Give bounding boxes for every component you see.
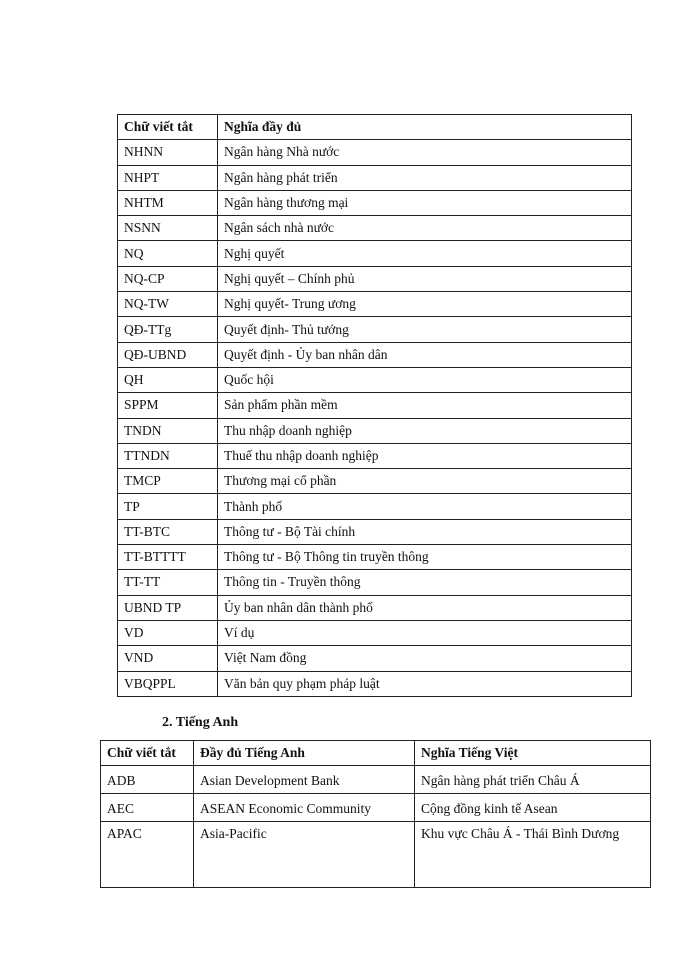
table-row (118, 418, 632, 443)
abbreviation-cell: NHPT (118, 165, 218, 190)
abbreviation-cell: ADB (101, 765, 194, 793)
meaning-cell: Sản phẩm phần mềm (218, 393, 632, 418)
abbreviation-cell: QH (118, 367, 218, 392)
table-row (101, 765, 651, 793)
table-row (118, 519, 632, 544)
table-row (118, 241, 632, 266)
table-row (118, 292, 632, 317)
section-heading-english: 2. Tiếng Anh (162, 715, 239, 730)
table-row (118, 671, 632, 696)
meaning-cell: Ngân hàng phát triển (218, 165, 632, 190)
english-full-cell: Asian Development Bank (194, 765, 415, 793)
abbreviation-cell: TT-BTC (118, 519, 218, 544)
table-header-row (101, 741, 651, 766)
table-row (101, 821, 651, 887)
abbreviation-cell: NQ-CP (118, 266, 218, 291)
table-row (118, 140, 632, 165)
header-vietnamese-meaning: Nghĩa Tiếng Việt (415, 741, 651, 766)
abbreviation-cell: UBND TP (118, 595, 218, 620)
meaning-cell: Thành phố (218, 494, 632, 519)
abbreviation-cell: TTNDN (118, 443, 218, 468)
table-row (118, 646, 632, 671)
table-row (118, 367, 632, 392)
table-row (118, 545, 632, 570)
meaning-cell: Nghị quyết – Chính phủ (218, 266, 632, 291)
header-english-full: Đầy đủ Tiếng Anh (194, 741, 415, 766)
meaning-cell: Nghị quyết- Trung ương (218, 292, 632, 317)
meaning-cell: Thuế thu nhập doanh nghiệp (218, 443, 632, 468)
abbreviation-cell: AEC (101, 793, 194, 821)
meaning-cell: Thu nhập doanh nghiệp (218, 418, 632, 443)
abbreviation-cell: NHNN (118, 140, 218, 165)
meaning-cell: Thông tư - Bộ Tài chính (218, 519, 632, 544)
table-row (118, 620, 632, 645)
abbreviation-cell: QĐ-TTg (118, 317, 218, 342)
abbreviation-cell: APAC (101, 821, 194, 887)
meaning-cell: Ngân sách nhà nước (218, 216, 632, 241)
meaning-cell: Ngân hàng Nhà nước (218, 140, 632, 165)
vietnamese-meaning-cell: Ngân hàng phát triển Châu Á (415, 765, 651, 793)
abbreviations-english-table (100, 740, 651, 888)
abbreviation-cell: NSNN (118, 216, 218, 241)
meaning-cell: Quyết định- Thủ tướng (218, 317, 632, 342)
table-row (118, 317, 632, 342)
table-row (118, 469, 632, 494)
english-full-cell: Asia-Pacific (194, 821, 415, 887)
meaning-cell: Ủy ban nhân dân thành phố (218, 595, 632, 620)
table-row (118, 494, 632, 519)
abbreviation-cell: TT-TT (118, 570, 218, 595)
table-row (118, 216, 632, 241)
abbreviation-cell: VBQPPL (118, 671, 218, 696)
vietnamese-meaning-cell: Cộng đồng kinh tế Asean (415, 793, 651, 821)
header-abbreviation: Chữ viết tắt (118, 115, 218, 140)
table-header-row (118, 115, 632, 140)
english-full-cell: ASEAN Economic Community (194, 793, 415, 821)
meaning-cell: Việt Nam đồng (218, 646, 632, 671)
abbreviation-cell: VD (118, 620, 218, 645)
meaning-cell: Thông tư - Bộ Thông tin truyền thông (218, 545, 632, 570)
abbreviation-cell: TMCP (118, 469, 218, 494)
meaning-cell: Văn bản quy phạm pháp luật (218, 671, 632, 696)
abbreviation-cell: NQ-TW (118, 292, 218, 317)
table-row (118, 190, 632, 215)
vietnamese-meaning-cell: Khu vực Châu Á - Thái Bình Dương (415, 821, 651, 887)
abbreviation-cell: TP (118, 494, 218, 519)
abbreviation-cell: TNDN (118, 418, 218, 443)
abbreviation-cell: VND (118, 646, 218, 671)
table-row (118, 342, 632, 367)
meaning-cell: Ví dụ (218, 620, 632, 645)
meaning-cell: Thông tin - Truyền thông (218, 570, 632, 595)
header-abbreviation: Chữ viết tắt (101, 741, 194, 766)
meaning-cell: Quyết định - Ủy ban nhân dân (218, 342, 632, 367)
table-row (101, 793, 651, 821)
table-row (118, 595, 632, 620)
table-row (118, 165, 632, 190)
table-row (118, 266, 632, 291)
header-full-meaning: Nghĩa đầy đủ (218, 115, 632, 140)
abbreviation-cell: QĐ-UBND (118, 342, 218, 367)
abbreviation-cell: TT-BTTTT (118, 545, 218, 570)
table-row (118, 393, 632, 418)
abbreviations-vietnamese-table (117, 114, 632, 697)
table-row (118, 443, 632, 468)
abbreviation-cell: NHTM (118, 190, 218, 215)
meaning-cell: Thương mại cổ phần (218, 469, 632, 494)
meaning-cell: Ngân hàng thương mại (218, 190, 632, 215)
meaning-cell: Nghị quyết (218, 241, 632, 266)
abbreviation-cell: SPPM (118, 393, 218, 418)
abbreviation-cell: NQ (118, 241, 218, 266)
meaning-cell: Quốc hội (218, 367, 632, 392)
table-row (118, 570, 632, 595)
